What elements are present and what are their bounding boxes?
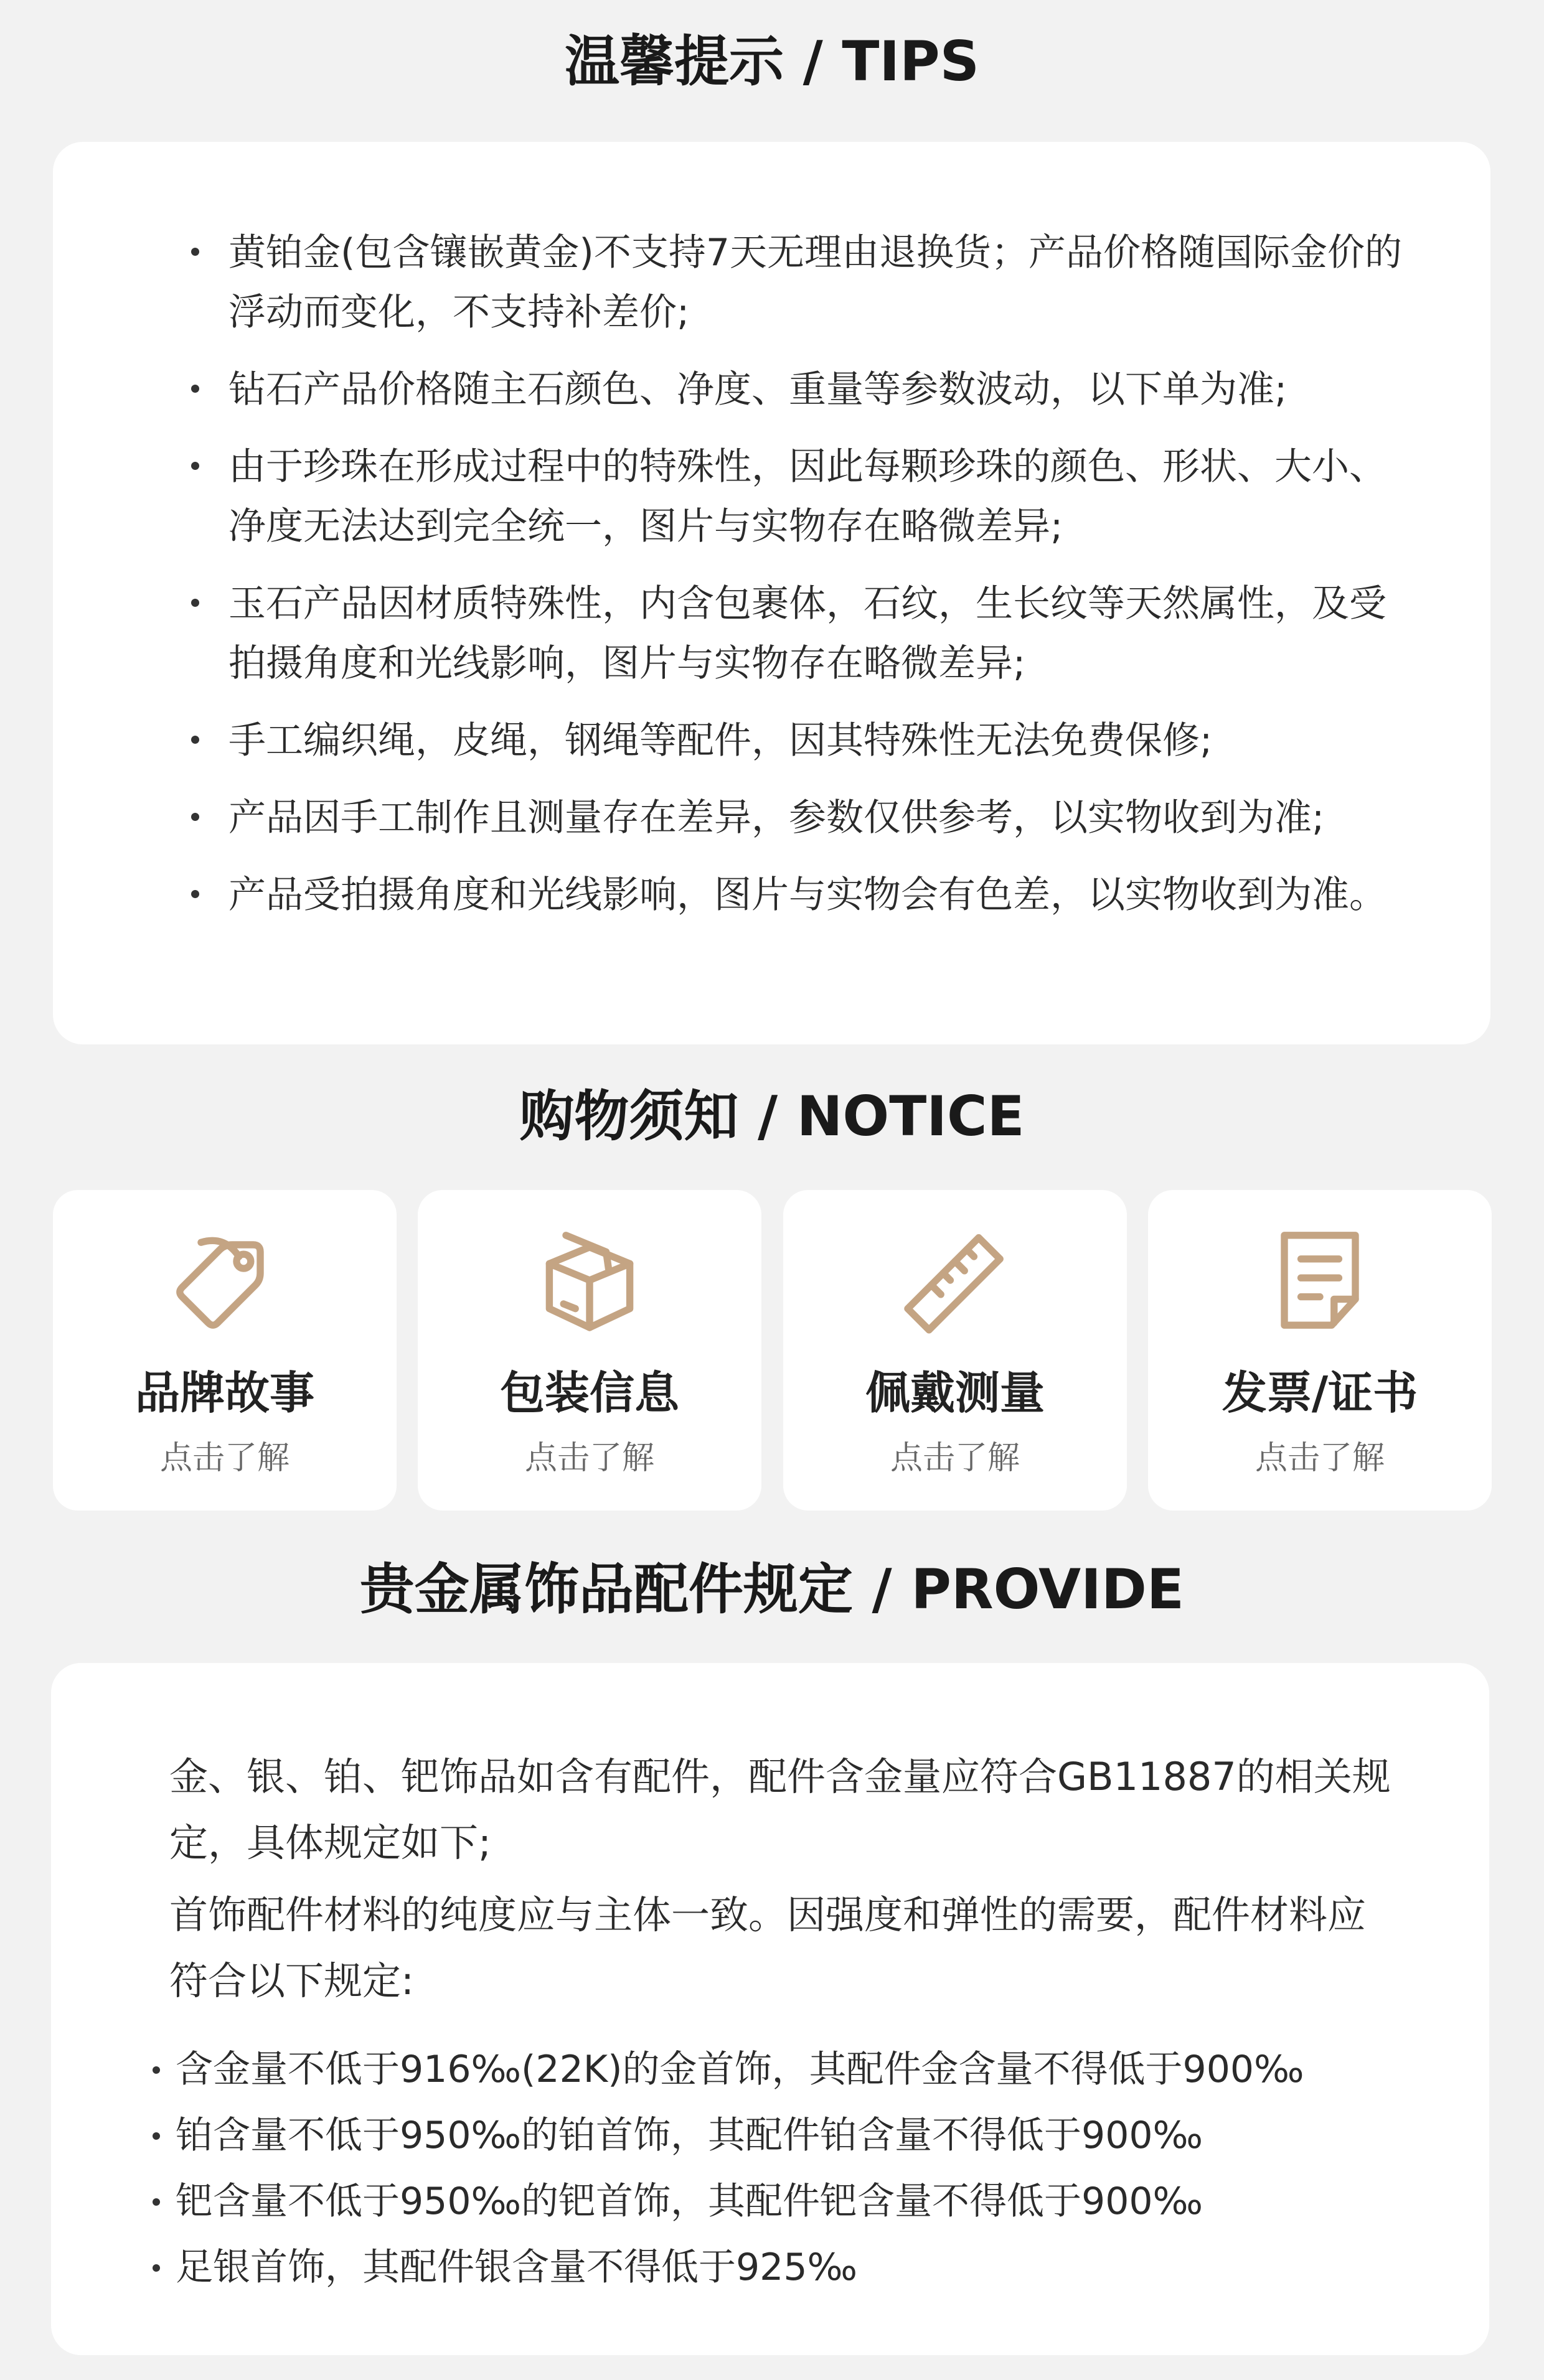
tip-item xyxy=(177,437,1423,556)
provide-list-item xyxy=(148,2102,1424,2168)
bullet-dot-icon xyxy=(191,599,199,607)
brand-story-tile[interactable] xyxy=(53,1190,397,1511)
bullet-dot-icon xyxy=(191,385,199,393)
bullet-dot-icon xyxy=(191,736,199,744)
provide-item-text: 铂含量不低于950‰的铂首饰，其配件铂含量不得低于900‰ xyxy=(176,2114,1203,2157)
price-tag-icon xyxy=(166,1221,284,1339)
package-info-tile[interactable] xyxy=(418,1190,761,1511)
provide-item-text: 足银首饰，其配件银含量不得低于925‰ xyxy=(176,2246,858,2289)
tip-item xyxy=(177,223,1423,342)
tip-item xyxy=(177,788,1423,848)
tip-text: 产品受拍摄角度和光线影响，图片与实物会有色差，以实物收到为准。 xyxy=(228,873,1386,917)
provide-item-text: 钯含量不低于950‰的钯首饰，其配件钯含量不得低于900‰ xyxy=(176,2180,1203,2223)
provide-list-item xyxy=(148,2168,1424,2234)
provide-intro xyxy=(169,1744,1402,2020)
tips-section-title: 温馨提示 / TIPS xyxy=(564,29,980,93)
bullet-dot-icon xyxy=(153,2264,160,2272)
tip-text: 由于珍珠在形成过程中的特殊性，因此每颗珍珠的颜色、形状、大小、净度无法达到完全统一，图片与实物存在略微差异; xyxy=(228,445,1386,548)
tip-text: 玉石产品因材质特殊性，内含包裹体，石纹，生长纹等天然属性，及受拍摄角度和光线影响，图片与实物存在略微差异; xyxy=(228,582,1386,685)
tile-subtitle[interactable]: 点击了解 xyxy=(1254,1440,1385,1477)
provide-list xyxy=(148,2036,1424,2300)
tile-title: 佩戴测量 xyxy=(865,1367,1045,1419)
tip-item xyxy=(177,360,1423,419)
bullet-dot-icon xyxy=(191,248,199,256)
tip-item xyxy=(177,865,1423,925)
tile-title: 发票/证书 xyxy=(1222,1367,1418,1419)
tip-text: 黄铂金(包含镶嵌黄金)不支持7天无理由退换货；产品价格随国际金价的浮动而变化，不支持补差价; xyxy=(228,231,1402,334)
provide-section-title: 贵金属饰品配件规定 / PROVIDE xyxy=(359,1557,1185,1621)
tile-title: 包装信息 xyxy=(499,1367,679,1419)
tile-subtitle[interactable]: 点击了解 xyxy=(890,1440,1020,1477)
tips-card xyxy=(53,142,1490,1044)
bullet-dot-icon xyxy=(153,2066,160,2074)
tile-subtitle[interactable]: 点击了解 xyxy=(524,1440,654,1477)
package-box-icon xyxy=(530,1221,649,1339)
provide-card xyxy=(51,1663,1489,2355)
tip-item xyxy=(177,711,1423,771)
provide-paragraph: 金、银、铂、钯饰品如含有配件，配件含金量应符合GB11887的相关规定，具体规定如下; xyxy=(169,1754,1391,1865)
provide-list-item xyxy=(148,2036,1424,2102)
notice-section-title: 购物须知 / NOTICE xyxy=(519,1084,1025,1148)
tip-text: 钻石产品价格随主石颜色、净度、重量等参数波动，以下单为准; xyxy=(228,368,1287,411)
provide-item-text: 含金量不低于916‰(22K)的金首饰，其配件金含量不得低于900‰ xyxy=(176,2048,1304,2091)
bullet-dot-icon xyxy=(191,462,199,470)
ruler-icon xyxy=(896,1221,1014,1339)
provide-list-item xyxy=(148,2234,1424,2300)
tip-text: 产品因手工制作且测量存在差异，参数仅供参考，以实物收到为准; xyxy=(228,796,1325,840)
wear-measure-tile[interactable] xyxy=(783,1190,1127,1511)
bullet-dot-icon xyxy=(191,890,199,898)
tip-item xyxy=(177,574,1423,693)
bullet-dot-icon xyxy=(191,813,199,821)
tile-subtitle[interactable]: 点击了解 xyxy=(159,1440,290,1477)
tile-title: 品牌故事 xyxy=(134,1367,314,1419)
bullet-dot-icon xyxy=(153,2198,160,2206)
invoice-certificate-tile[interactable] xyxy=(1148,1190,1492,1511)
document-icon xyxy=(1261,1221,1379,1339)
tip-text: 手工编织绳，皮绳，钢绳等配件，因其特殊性无法免费保修; xyxy=(228,719,1213,762)
tips-list xyxy=(177,223,1423,942)
bullet-dot-icon xyxy=(153,2132,160,2140)
provide-paragraph: 首饰配件材料的纯度应与主体一致。因强度和弹性的需要，配件材料应符合以下规定: xyxy=(169,1892,1367,2003)
